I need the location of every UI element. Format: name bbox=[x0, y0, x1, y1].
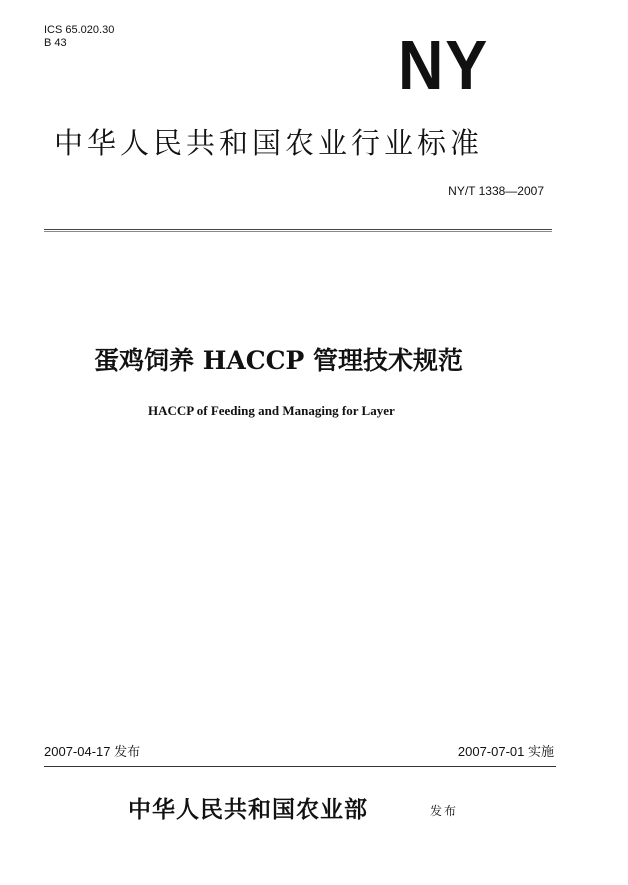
document-title-en: HACCP of Feeding and Managing for Layer bbox=[148, 403, 395, 418]
header-divider bbox=[44, 229, 552, 230]
implementation-date: 2007-07-01 实施 bbox=[457, 744, 554, 759]
publish-label: 发布 bbox=[430, 804, 459, 818]
ccs-code: B 43 bbox=[44, 37, 67, 49]
ny-logo: NY bbox=[398, 26, 490, 104]
header-divider-secondary bbox=[44, 231, 552, 232]
ics-code: ICS 65.020.30 bbox=[44, 24, 115, 36]
standard-number: NY/T 1338—2007 bbox=[448, 184, 544, 198]
standard-category-title: 中华人民共和国农业行业标准 bbox=[54, 126, 484, 160]
publisher: 中华人民共和国农业部 bbox=[128, 796, 368, 823]
footer-divider bbox=[44, 766, 556, 767]
issue-date: 2007-04-17 发布 bbox=[44, 744, 141, 759]
document-title-zh: 蛋鸡饲养 HACCP 管理技术规范 bbox=[94, 346, 464, 375]
